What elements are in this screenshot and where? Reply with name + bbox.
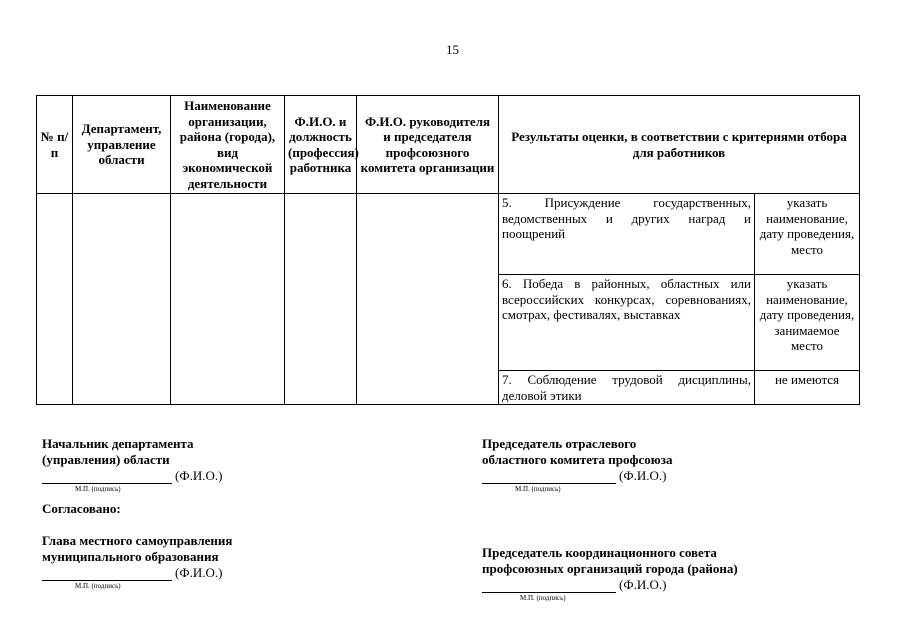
- signature-title: муниципального образования: [42, 548, 219, 564]
- signature-title: Начальник департамента: [42, 436, 194, 451]
- signature-title: Глава местного самоуправления: [42, 533, 233, 548]
- approved-label: Согласовано:: [42, 501, 121, 516]
- header-organization: Наименование организации, района (города), вид экономической деятельности: [171, 96, 285, 194]
- page-number: 15: [446, 42, 459, 57]
- cell-organization: [171, 194, 285, 405]
- signature-block-municipal-head: [42, 533, 232, 564]
- header-results: Результаты оценки, в соответствии с критериями отбора для работников: [499, 96, 860, 194]
- signature-caption: М.П. (подпись): [75, 485, 121, 493]
- signature-line-committee-chair: [482, 468, 666, 484]
- signature-fio: (Ф.И.О.): [175, 565, 223, 580]
- criterion-cell: 6. Победа в районных, областных или всероссийских конкурсах, соревнованиях, смотрах, фестивалях, выставках: [499, 275, 755, 371]
- header-department: Департамент, управление области: [73, 96, 171, 194]
- header-leader: Ф.И.О. руководителя и председателя профсоюзного комитета организации: [357, 96, 499, 194]
- table-row: [37, 194, 860, 275]
- signature-block-department-head: [42, 436, 194, 467]
- signature-line-council-chair: [482, 577, 666, 593]
- signature-caption: М.П. (подпись): [520, 594, 566, 602]
- cell-leader: [357, 194, 499, 405]
- header-num: № п/п: [37, 96, 73, 194]
- signature-rule: [482, 592, 616, 593]
- signature-title: (управления) области: [42, 451, 170, 467]
- cell-num: [37, 194, 73, 405]
- signature-title: Председатель отраслевого: [482, 436, 637, 451]
- signature-title: Председатель координационного совета: [482, 545, 717, 560]
- signature-line-municipal-head: [42, 565, 222, 581]
- signature-fio: (Ф.И.О.): [175, 468, 223, 483]
- signature-caption: М.П. (подпись): [75, 582, 121, 590]
- header-employee: Ф.И.О. и должность (профессия) работника: [285, 96, 357, 194]
- criterion-cell: 5. Присуждение государственных, ведомственных и других наград и поощрений: [499, 194, 755, 275]
- instruction-cell: указать наименование, дату проведения, занимаемое место: [755, 275, 860, 371]
- signature-fio: (Ф.И.О.): [619, 577, 667, 592]
- signature-fio: (Ф.И.О.): [619, 468, 667, 483]
- signature-caption: М.П. (подпись): [515, 485, 561, 493]
- signature-title: областного комитета профсоюза: [482, 451, 673, 467]
- signature-line-department-head: [42, 468, 222, 484]
- criterion-cell: 7. Соблюдение трудовой дисциплины, деловой этики: [499, 371, 755, 405]
- signature-block-committee-chair: [482, 436, 672, 467]
- signature-title: профсоюзных организаций города (района): [482, 560, 738, 576]
- instruction-cell: не имеются: [755, 371, 860, 405]
- signature-rule: [42, 483, 172, 484]
- signature-rule: [42, 580, 172, 581]
- cell-employee: [285, 194, 357, 405]
- instruction-cell: указать наименование, дату проведения, место: [755, 194, 860, 275]
- header-row: [37, 96, 860, 194]
- signature-rule: [482, 483, 616, 484]
- signature-block-council-chair: [482, 545, 738, 576]
- evaluation-table: [36, 95, 860, 405]
- cell-department: [73, 194, 171, 405]
